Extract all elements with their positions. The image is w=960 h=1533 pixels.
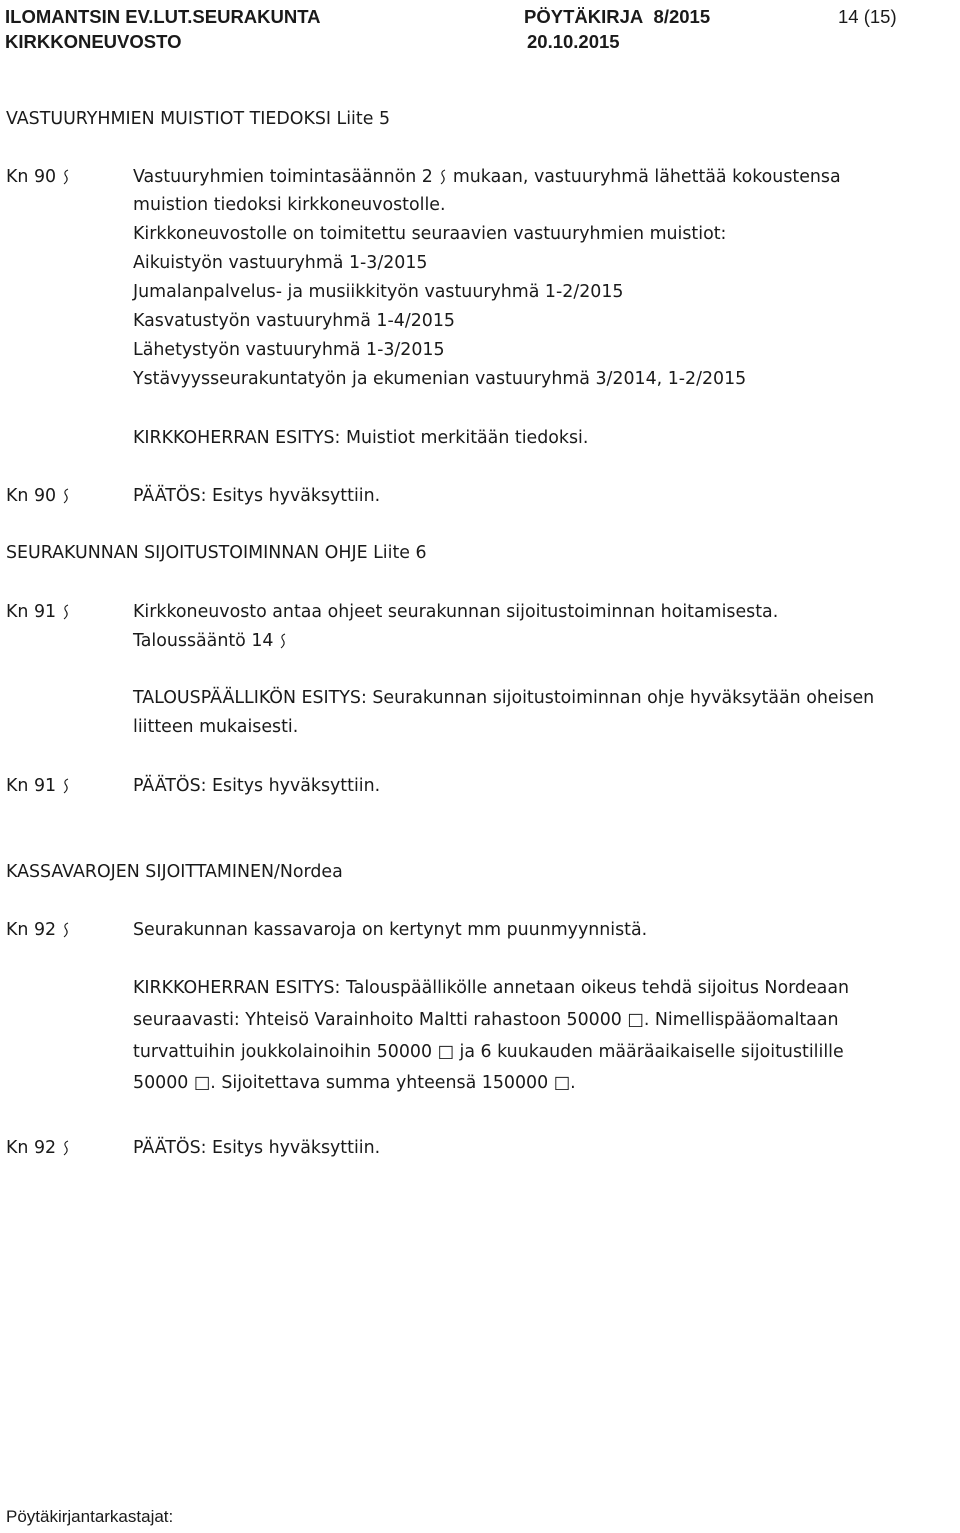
footer-reviewers-label: Pöytäkirjantarkastajat: <box>6 1507 174 1526</box>
intro-line: Kirkkoneuvostolle on toimitettu seuraavien vastuuryhmien muistiot: <box>133 224 727 244</box>
org-name: ILOMANTSIN EV.LUT.SEURAKUNTA <box>5 6 321 27</box>
section-title: KASSAVAROJEN SIJOITTAMINEN/Nordea <box>6 862 343 882</box>
intro-line: Taloussääntö 14 <box>133 630 287 652</box>
doc-date: 20.10.2015 <box>527 31 620 52</box>
list-item: Ystävyysseurakuntatyön ja ekumenian vastuuryhmä 3/2014, 1-2/2015 <box>133 369 747 389</box>
section-sign-icon <box>439 169 447 185</box>
section-sign-icon <box>279 633 287 649</box>
proposal: KIRKKOHERRAN ESITYS: Muistiot merkitään tiedoksi. <box>133 428 589 448</box>
kn-number: Kn 92 <box>6 1137 70 1159</box>
section-sign-icon <box>62 778 70 794</box>
kn-number: Kn 91 <box>6 601 70 623</box>
list-item: Jumalanpalvelus- ja musiikkityön vastuuryhmä 1-2/2015 <box>133 282 624 302</box>
kn-number: Kn 92 <box>6 919 70 941</box>
kn-number: Kn 90 <box>6 166 70 188</box>
proposal-line: TALOUSPÄÄLLIKÖN ESITYS: Seurakunnan sijoitustoiminnan ohje hyväksytään oheisen <box>133 688 875 708</box>
section-sign-icon <box>62 1140 70 1156</box>
section-sign-icon <box>62 922 70 938</box>
intro-line: Vastuuryhmien toimintasäännön 2 mukaan, vastuuryhmä lähettää kokoustensa <box>133 167 841 187</box>
intro-line: Kirkkoneuvosto antaa ohjeet seurakunnan sijoitustoiminnan hoitamisesta. <box>133 602 779 622</box>
section-sign-icon <box>62 169 70 185</box>
proposal-line: liitteen mukaisesti. <box>133 717 299 737</box>
list-item: Kasvatustyön vastuuryhmä 1-4/2015 <box>133 311 455 331</box>
section-title: SEURAKUNNAN SIJOITUSTOIMINNAN OHJE Liite 6 <box>6 543 427 563</box>
decision: PÄÄTÖS: Esitys hyväksyttiin. <box>133 1138 381 1158</box>
header-organization <box>5 4 321 54</box>
section-sign-icon <box>62 604 70 620</box>
section-title: VASTUURYHMIEN MUISTIOT TIEDOKSI Liite 5 <box>6 109 391 129</box>
header-document <box>524 4 710 54</box>
proposal-line: seuraavasti: Yhteisö Varainhoito Maltti rahastoon 50000 □. Nimellispääomaltaan <box>133 1010 839 1030</box>
list-item: Lähetystyön vastuuryhmä 1-3/2015 <box>133 340 445 360</box>
page-number: 14 (15) <box>838 6 897 27</box>
doc-number: 8/2015 <box>653 6 711 27</box>
decision: PÄÄTÖS: Esitys hyväksyttiin. <box>133 776 381 796</box>
kn-number: Kn 90 <box>6 485 70 507</box>
doc-type: PÖYTÄKIRJA <box>524 6 644 27</box>
proposal-line: 50000 □. Sijoitettava summa yhteensä 150000 □. <box>133 1073 576 1093</box>
proposal-line: KIRKKOHERRAN ESITYS: Talouspäällikölle annetaan oikeus tehdä sijoitus Nordeaan <box>133 978 850 998</box>
intro-line: muistion tiedoksi kirkkoneuvostolle. <box>133 195 446 215</box>
decision: PÄÄTÖS: Esitys hyväksyttiin. <box>133 486 381 506</box>
intro-line: Seurakunnan kassavaroja on kertynyt mm puunmyynnistä. <box>133 920 648 940</box>
kn-number: Kn 91 <box>6 775 70 797</box>
list-item: Aikuistyön vastuuryhmä 1-3/2015 <box>133 253 428 273</box>
org-unit: KIRKKONEUVOSTO <box>5 31 182 52</box>
euro-sign-icon: □ <box>193 1073 211 1093</box>
section-sign-icon <box>62 488 70 504</box>
euro-sign-icon: □ <box>437 1042 454 1062</box>
euro-sign-icon: □ <box>627 1010 644 1030</box>
proposal-line: turvattuihin joukkolainoihin 50000 □ ja 6 kuukauden määräaikaiselle sijoitustilille <box>133 1042 844 1062</box>
euro-sign-icon: □ <box>553 1073 571 1093</box>
doc-title <box>524 4 710 29</box>
